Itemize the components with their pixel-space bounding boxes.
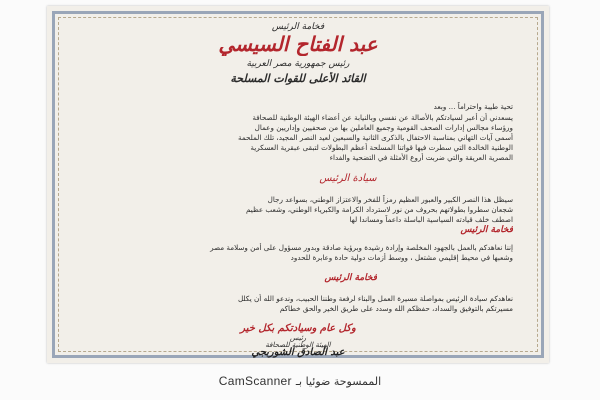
paragraph-line: المصرية العريقة والتي ضربت أروع الأمثلة في التضحية والفداء: [329, 153, 513, 162]
paragraph-line: تحية طيبة واحتراماً ... وبعد: [433, 102, 513, 111]
scanned-with-text: الممسوحة ضوئيا بـ: [295, 374, 382, 388]
letter-content: [69, 22, 527, 358]
president-name-heading: عبد الفتاح السيسي: [218, 32, 378, 56]
letter-paper: [47, 6, 549, 363]
paragraph-line: إننا نعاهدكم بالعمل بالجهود المخلصة وإرادة رشيدة وبرؤية صادقة وبدور مسؤول على أمن وسلامة مصر: [210, 243, 513, 252]
camscanner-brand: CamScanner: [218, 374, 292, 388]
title-line: رئيس جمهورية مصر العربية: [246, 59, 350, 69]
paragraph-line: نعاهدكم سيادة الرئيس بمواصلة مسيرة العمل والبناء لرفعة وطننا الحبيب، وندعو الله أن يكلل: [237, 294, 513, 303]
paragraph-line: شجعان سطروا بطولاتهم بحروف من نور لاسترداد الكرامة والكبرياء الوطني، وشعب عظيم: [246, 205, 513, 214]
role-line: القائد الأعلى للقوات المسلحة: [230, 72, 366, 85]
paragraph-line: اصطف خلف قيادته السياسية الباسلة داعماً ومساندا لها: [349, 215, 513, 224]
paragraph-line: ورؤساء مجالس إدارات الصحف القومية وجميع العاملين بها من صحفيين وإداريين وعمال: [254, 123, 513, 132]
paragraph-line: الوطنية الخالدة التي سطرت فيها قواتنا المسلحة أعظم البطولات لتبقى عبقرية العسكرية: [250, 143, 513, 152]
closing-greeting: وكل عام وسيادتكم بكل خير: [240, 323, 356, 334]
sender-role: رئيس: [289, 334, 307, 342]
signoff-excellency-2: فخامة الرئيس: [324, 273, 377, 283]
signoff-excellency: فخامة الرئيس: [460, 225, 513, 235]
paragraph-line: وشعبها في محيط إقليمي مشتعل ، ووسط أزمات دولية حادة وعابرة للحدود: [290, 253, 513, 262]
sender-name-signature: عبد الصادق الشوربجي: [251, 347, 345, 358]
sender-organization: الهيئة الوطنية للصحافة: [265, 341, 331, 349]
letter-salutation-small: فخامة الرئيس: [271, 22, 325, 32]
paragraph-line: مسيرتكم بالتوفيق والسداد، حفظكم الله وسدد على طريق الخير والحق خطاكم: [279, 304, 513, 313]
scanner-watermark: [0, 362, 600, 400]
paragraph-line: أسمى آيات التهاني بمناسبة الاحتفال بالذكرى الثانية والسبعين لعيد النصر المجيد، تلك الملحمة: [238, 133, 513, 142]
paragraph-line: سيظل هذا النصر الكبير والعبور العظيم رمزاً للفخر والاعتزاز الوطني، بسواعد رجال: [267, 195, 513, 204]
paragraph-line: يسعدني أن أعبر لسيادتكم بالأصالة عن نفسي وبالنيابة عن أعضاء الهيئة الوطنية للصحافة: [252, 113, 513, 122]
signoff-mr-president: سيادة الرئيس: [319, 173, 377, 184]
